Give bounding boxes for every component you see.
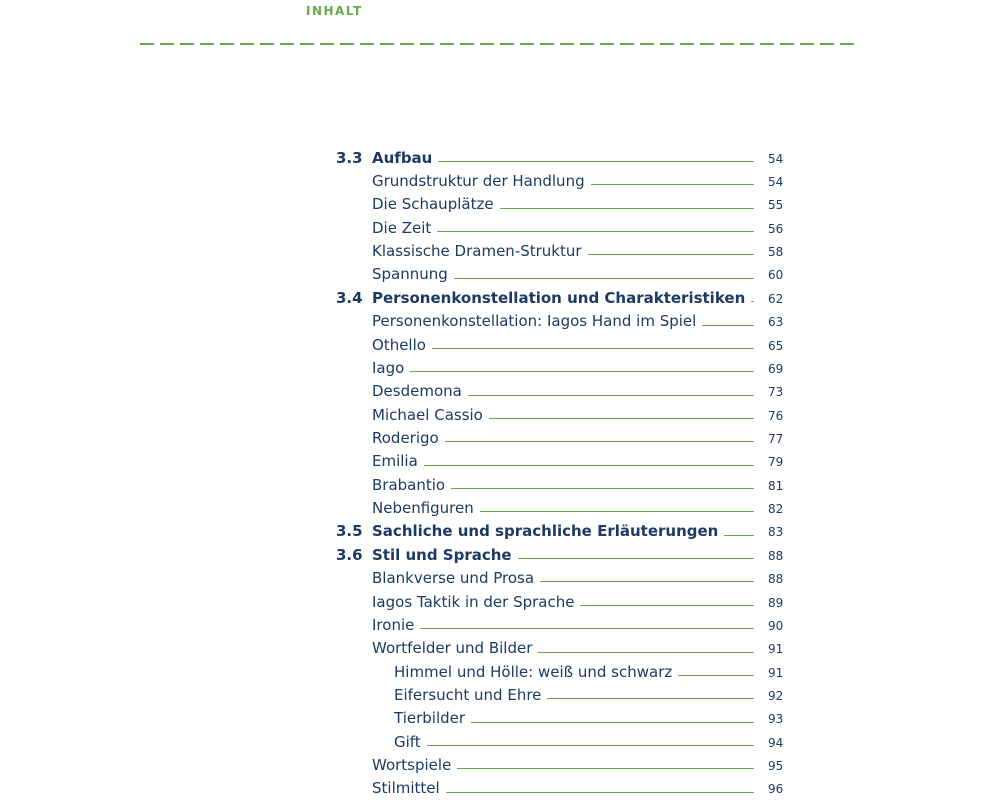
toc-entry[interactable] [336,730,796,753]
toc-entry-title[interactable]: Wortspiele [372,756,452,775]
toc-leader-line [424,455,754,466]
section-header-label: INHALT [306,4,363,18]
toc-entry[interactable] [336,310,796,333]
toc-entry[interactable] [336,660,796,683]
toc-entry-title[interactable]: Roderigo [372,428,439,447]
toc-entry-page: 69 [768,361,784,376]
toc-entry[interactable] [336,613,796,636]
toc-leader-line [580,595,754,606]
toc-entry-page: 96 [768,782,784,797]
toc-entry-page: 54 [768,175,784,190]
toc-entry[interactable] [336,496,796,519]
toc-entry-title[interactable]: Sachliche und sprachliche Erläuterungen [372,522,719,541]
toc-entry-page: 79 [768,455,784,470]
toc-entry[interactable] [336,263,796,286]
toc-entry-title[interactable]: Klassische Dramen-Struktur [372,242,582,261]
toc-entry[interactable] [336,683,796,706]
toc-entry[interactable] [336,777,796,800]
toc-entry-title[interactable]: Stilmittel [372,779,440,798]
toc-entry-title[interactable]: Himmel und Hölle: weiß und schwarz [394,662,673,681]
toc-entry-title[interactable]: Stil und Sprache [372,545,512,564]
table-of-contents [336,146,796,800]
toc-entry-page: 94 [768,735,784,750]
toc-entry-page: 58 [768,245,784,260]
toc-entry[interactable] [336,426,796,449]
toc-entry[interactable] [336,520,796,543]
toc-entry-title[interactable]: Brabantio [372,475,446,494]
toc-entry-page: 81 [768,478,784,493]
toc-leader-line [446,782,754,793]
toc-entry-page: 88 [768,548,784,563]
toc-entry-page: 63 [768,315,784,330]
toc-entry[interactable] [336,356,796,379]
toc-leader-line [500,198,754,209]
toc-entry[interactable] [336,333,796,356]
toc-entry-title[interactable]: Personenkonstellation und Charakteristiken [372,288,746,307]
toc-entry[interactable] [336,193,796,216]
toc-entry-page: 65 [768,338,784,353]
toc-entry-page: 91 [768,665,784,680]
toc-entry[interactable] [336,286,796,309]
toc-entry-number: 3.4 [336,288,363,307]
toc-entry-number: 3.3 [336,148,363,167]
toc-entry-page: 77 [768,431,784,446]
toc-entry-page: 93 [768,712,784,727]
toc-entry[interactable] [336,216,796,239]
toc-leader-line [427,735,754,746]
toc-entry[interactable] [336,543,796,566]
toc-leader-line [538,642,754,653]
toc-leader-line [454,268,754,279]
toc-entry-title[interactable]: Grundstruktur der Handlung [372,172,585,191]
toc-entry-title[interactable]: Blankverse und Prosa [372,569,535,588]
toc-entry[interactable] [336,473,796,496]
toc-entry-page: 60 [768,268,784,283]
toc-entry-page: 55 [768,198,784,213]
toc-leader-line [751,291,754,302]
toc-entry[interactable] [336,637,796,660]
toc-leader-line [724,525,754,536]
toc-leader-line [678,665,754,676]
toc-leader-line [588,244,754,255]
toc-entry-page: 90 [768,618,784,633]
toc-entry[interactable] [336,239,796,262]
toc-leader-line [437,221,754,232]
toc-entry[interactable] [336,753,796,776]
toc-leader-line [451,478,754,489]
toc-entry-title[interactable]: Wortfelder und Bilder [372,639,533,658]
toc-entry-title[interactable]: Personenkonstellation: Iagos Hand im Spiel [372,312,697,331]
toc-leader-line [702,315,754,326]
toc-leader-line [591,174,754,185]
toc-entry-number: 3.5 [336,522,363,541]
toc-entry[interactable] [336,707,796,730]
toc-entry-page: 95 [768,759,784,774]
toc-entry-page: 56 [768,221,784,236]
toc-entry-page: 91 [768,642,784,657]
toc-entry-title[interactable]: Aufbau [372,148,433,167]
toc-leader-line [457,758,754,769]
toc-entry-page: 76 [768,408,784,423]
toc-leader-line [489,408,754,419]
toc-entry[interactable] [336,450,796,473]
toc-entry-page: 54 [768,151,784,166]
toc-entry-title[interactable]: Iago [372,358,405,377]
toc-leader-line [410,361,754,372]
toc-entry-page: 88 [768,572,784,587]
toc-leader-line [518,548,754,559]
toc-entry-title[interactable]: Iagos Taktik in der Sprache [372,592,575,611]
toc-entry[interactable] [336,590,796,613]
toc-entry-title[interactable]: Emilia [372,452,418,471]
toc-entry[interactable] [336,566,796,589]
dashed-divider [140,43,860,45]
toc-leader-line [445,431,754,442]
toc-entry-title[interactable]: Ironie [372,615,415,634]
toc-entry-title[interactable]: Nebenfiguren [372,499,474,518]
toc-entry-page: 89 [768,595,784,610]
toc-leader-line [471,712,754,723]
toc-entry-page: 62 [768,291,784,306]
toc-leader-line [547,688,754,699]
toc-leader-line [432,338,754,349]
toc-entry[interactable] [336,146,796,169]
toc-entry-title[interactable]: Die Schauplätze [372,195,494,214]
toc-entry[interactable] [336,169,796,192]
toc-leader-line [480,501,754,512]
toc-leader-line [540,571,754,582]
toc-entry-number: 3.6 [336,545,363,564]
toc-entry-page: 83 [768,525,784,540]
toc-entry-title[interactable]: Michael Cassio [372,405,483,424]
toc-leader-line [420,618,754,629]
toc-entry-title[interactable]: Tierbilder [394,709,466,728]
toc-entry[interactable] [336,403,796,426]
toc-entry-title[interactable]: Othello [372,335,426,354]
toc-leader-line [468,385,754,396]
toc-entry-page: 73 [768,385,784,400]
toc-entry-page: 92 [768,688,784,703]
toc-entry-title[interactable]: Die Zeit [372,218,432,237]
toc-entry-title[interactable]: Spannung [372,265,448,284]
toc-entry[interactable] [336,380,796,403]
toc-entry-title[interactable]: Gift [394,732,421,751]
toc-entry-title[interactable]: Desdemona [372,382,462,401]
toc-entry-page: 82 [768,502,784,517]
toc-leader-line [438,151,754,162]
toc-entry-title[interactable]: Eifersucht und Ehre [394,685,542,704]
